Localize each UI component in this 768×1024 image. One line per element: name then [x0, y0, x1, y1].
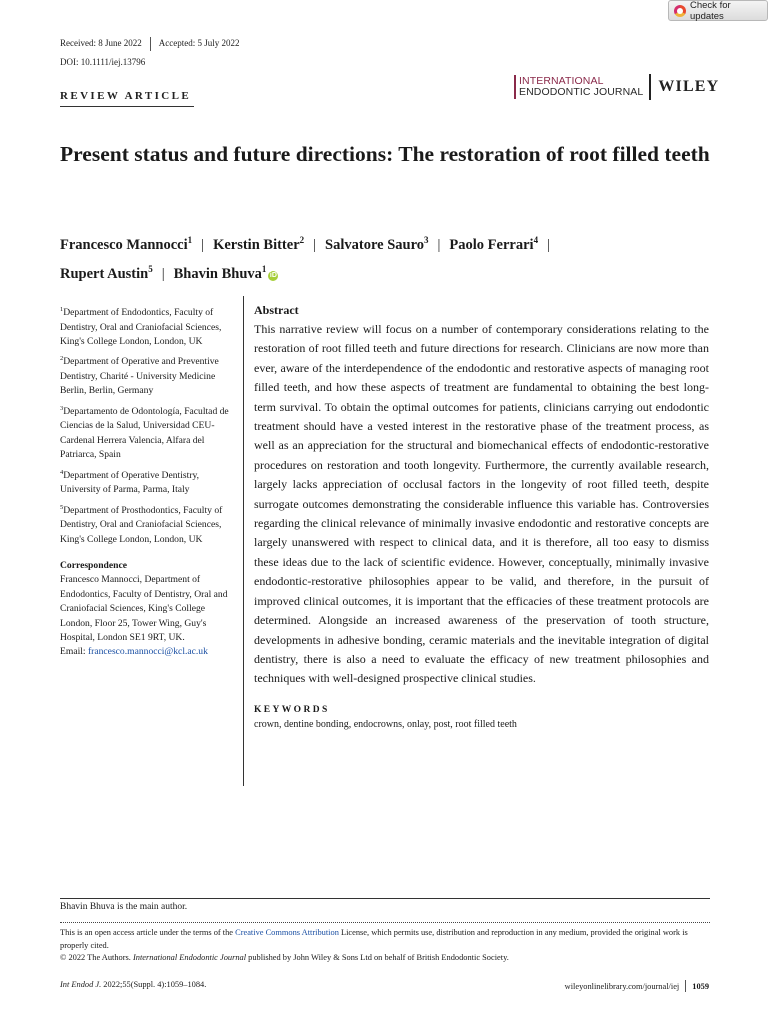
article-dates: [60, 38, 239, 52]
journal-name-line2: ENDODONTIC JOURNAL: [519, 86, 644, 98]
publisher-logo: WILEY: [658, 78, 720, 95]
correspondence-heading: Correspondence: [60, 560, 127, 572]
orcid-icon[interactable]: iD: [269, 271, 277, 279]
accepted-date: Accepted: 5 July 2022: [158, 38, 240, 48]
footnote-dotted-rule: [60, 922, 710, 923]
author[interactable]: Bhavin Bhuva$^1$: [173, 263, 267, 282]
page-number: 1059: [692, 981, 709, 991]
affiliation-item: $^3$Departamento de Odontología, Facultad de Ciencias de la Salud, Universidad CEU-Cardenal Herrera Valencia, Alfara del Patriarca, Spain: [60, 404, 229, 461]
correspondence-email: Email: francesco.mannocci@kcl.ac.uk: [60, 646, 208, 658]
article-title: Present status and future directions: The restoration of root filled teeth: [60, 142, 710, 166]
correspondence-text: Francesco Mannocci, Department of Endodontics, Faculty of Dentistry, Oral and Craniofacial Sciences, King's College London, Floor 25, Tower Wing, Guy's Hospital, London SE1 9RT, UK.: [60, 574, 228, 644]
license-notice: This is an open access article under the terms of the Creative Commons Attribution License, which permits use, distribution and reproduction in any medium, provided the original work is properly cited. © 2022 The Authors. International Endodontic Journal published by John Wiley & Sons Ltd on behalf of British Endodontic Society.: [60, 928, 688, 962]
author[interactable]: Francesco Mannocci$^1$: [60, 235, 193, 253]
abstract-rule: [243, 296, 244, 786]
author[interactable]: Paolo Ferrari$^4$: [449, 235, 539, 253]
author[interactable]: Kerstin Bitter$^2$: [213, 235, 305, 253]
keywords: crown, dentine bonding, endocrowns, onlay, post, root filled teeth: [254, 718, 517, 730]
journal-name: [519, 76, 643, 98]
abstract-heading: Abstract: [254, 303, 299, 317]
footer-separator: [685, 980, 686, 992]
doi: DOI: 10.1111/iej.13796: [60, 57, 146, 67]
affiliation-item: $^4$Department of Operative Dentistry, University of Parma, Parma, Italy: [60, 468, 200, 496]
abstract-body: This narrative review will focus on a number of contemporary considerations relating to the restoration of root filled teeth and future directions for research. Clinicians are now more than ever, aware of the interdependence of the endodontic and restorative aspects of managing root filled teeth, and how these aspects of treatment are fundamental to obtaining the best long-term survival. To obtain the optimal outcomes for patients, clinicians carrying out endodontic treatment should have a vested interest in the restorative phase of the treatment process, as well as an appreciation for the structural and biomechanical effects of endodontic-restorative procedures on restoration and tooth longevity. Furthermore, the currently available research, largely lacks appreciation of occlusal factors in the longevity of root filled teeth, despite surrogate outcomes demonstrating the considerable influence this variable has. Controversies regarding the clinical relevance of minimally invasive endodontic and restorative concepts are largely unanswered with respect to clinical data, and it is therefore, all too easy to dismiss these ideas due to the lack of scientific evidence. However, conceptually, minimally invasive endodontic-restorative philosophies appear to be valid, and therefore, in the pursuit of improved clinical outcomes, it is important that the efficacies of these treatment protocols are determined. Alongside an increased awareness of the preservation of tooth structure, developments in adhesive bonding, ceramic materials and the inevitable integration of digital dentistry, there is also a need to evaluate the efficacy of new treatment philosophies and techniques with well-designed prospective clinical studies.: [254, 322, 709, 686]
article-type: REVIEW ARTICLE: [60, 90, 192, 102]
citation: Int Endod J. 2022;55(Suppl. 4):1059–1084.: [60, 980, 207, 989]
license-link[interactable]: Creative Commons Attribution: [235, 928, 339, 937]
date-separator: [150, 37, 151, 51]
crossmark-icon: [674, 5, 686, 17]
email-link[interactable]: francesco.mannocci@kcl.ac.uk: [87, 646, 208, 658]
check-for-updates-button[interactable]: [668, 0, 768, 21]
logo-divider: [649, 74, 651, 100]
author[interactable]: Salvatore Sauro$^3$: [325, 235, 429, 253]
abstract: [254, 303, 709, 730]
article-type-rule: [60, 106, 194, 107]
affiliation-item: $^2$Department of Operative and Preventive Dentistry, Charité - University Medicine Berlin, Berlin, Germany: [60, 355, 219, 397]
check-for-updates-label: Check for updates: [690, 0, 731, 22]
footer-right: [565, 980, 709, 992]
journal-url[interactable]: wileyonlinelibrary.com/journal/iej: [564, 981, 680, 991]
affiliation-item: $^5$Department of Prosthodontics, Faculty of Dentistry, Oral and Craniofacial Sciences, King's College London, London, UK: [60, 503, 223, 545]
footnote-rule: [60, 898, 710, 899]
journal-logo-bar: [514, 75, 516, 99]
main-author-note: Bhavin Bhuva is the main author.: [60, 902, 188, 912]
received-date: Received: 8 June 2022: [60, 38, 142, 48]
affiliation-item: $^1$Department of Endodontics, Faculty of Dentistry, Oral and Craniofacial Sciences, King's College London, London, UK: [60, 306, 222, 347]
author[interactable]: Rupert Austin$^5$: [60, 263, 153, 282]
author-list: Francesco Mannocci$^1$ | Kerstin Bitter$^2$ | Salvatore Sauro$^3$ | Paolo Ferrari$^4$ | Rupert Austin$^5$ | Bhavin Bhuva$^1$iD: [60, 235, 550, 282]
affiliations: [60, 303, 235, 660]
keywords-heading: KEYWORDS: [254, 704, 330, 715]
journal-logo: [514, 74, 719, 100]
journal-name-line1: INTERNATIONAL: [519, 75, 604, 87]
